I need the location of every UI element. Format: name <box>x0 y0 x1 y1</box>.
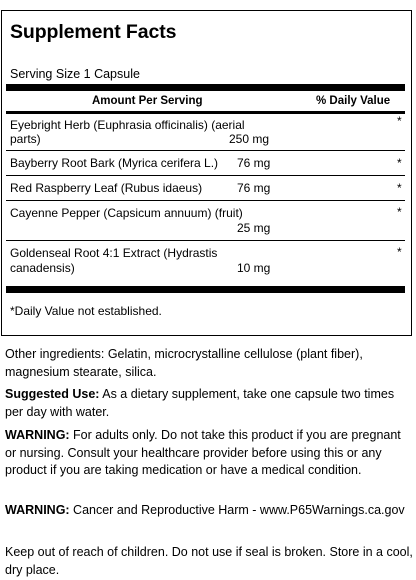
thick-divider-bottom <box>6 286 405 293</box>
panel-title: Supplement Facts <box>10 21 177 43</box>
warning-adults <box>5 427 413 480</box>
warning-prop65-text: Cancer and Reproductive Harm - www.P65Warnings.ca.gov <box>69 503 405 517</box>
row-divider <box>6 175 405 176</box>
ingredient-dv-red-raspberry: * <box>397 181 402 195</box>
suggested-use <box>5 386 413 421</box>
ingredient-name-goldenseal-line1: Goldenseal Root 4:1 Extract (Hydrastis <box>10 246 218 260</box>
thick-divider-top <box>6 84 405 91</box>
daily-value-footnote: *Daily Value not established. <box>10 304 162 318</box>
ingredient-amount-cayenne: 25 mg <box>237 221 271 235</box>
ingredient-name-eyebright-line1: Eyebright Herb (Euphrasia officinalis) (aerial <box>10 118 245 132</box>
header-daily-value: % Daily Value <box>316 95 391 107</box>
ingredient-name-bayberry: Bayberry Root Bark (Myrica cerifera L.) <box>10 156 219 170</box>
warning-prop65 <box>5 502 413 520</box>
ingredient-dv-bayberry: * <box>397 156 402 170</box>
warning-adults-label: WARNING: <box>5 428 70 442</box>
header-amount-per-serving: Amount Per Serving <box>92 95 203 107</box>
ingredient-name-eyebright-line2: parts) <box>10 132 41 146</box>
ingredient-name-goldenseal-line2: canadensis) <box>10 261 75 275</box>
ingredient-amount-goldenseal: 10 mg <box>237 261 271 275</box>
warning-adults-text: For adults only. Do not take this product if you are pregnant or nursing. Consult your healthcare provider before using this or any product if you are taking medication or have a medical condition. <box>5 428 401 477</box>
row-divider <box>6 200 405 201</box>
serving-size: Serving Size 1 Capsule <box>10 67 140 81</box>
row-divider <box>6 150 405 151</box>
row-divider <box>6 240 405 241</box>
header-divider <box>6 111 405 114</box>
ingredient-dv-eyebright: * <box>397 114 402 128</box>
storage-instructions: Keep out of reach of children. Do not use if seal is broken. Store in a cool, dry place. <box>5 545 413 577</box>
ingredient-amount-red-raspberry: 76 mg <box>237 181 271 195</box>
ingredient-amount-bayberry: 76 mg <box>237 156 271 170</box>
ingredient-dv-goldenseal: * <box>397 245 402 259</box>
ingredient-name-red-raspberry: Red Raspberry Leaf (Rubus idaeus) <box>10 181 203 195</box>
ingredient-dv-cayenne: * <box>397 205 402 219</box>
ingredient-amount-eyebright: 250 mg <box>229 132 270 146</box>
suggested-use-label: Suggested Use: <box>5 387 100 401</box>
ingredient-name-cayenne: Cayenne Pepper (Capsicum annuum) (fruit) <box>10 206 243 220</box>
warning-prop65-label: WARNING: <box>5 503 70 517</box>
suggested-use-text: As a dietary supplement, take one capsule two times per day with water. <box>5 387 395 419</box>
other-ingredients: Other ingredients: Gelatin, microcrystalline cellulose (plant fiber), magnesium stearate, silica. <box>5 347 363 379</box>
